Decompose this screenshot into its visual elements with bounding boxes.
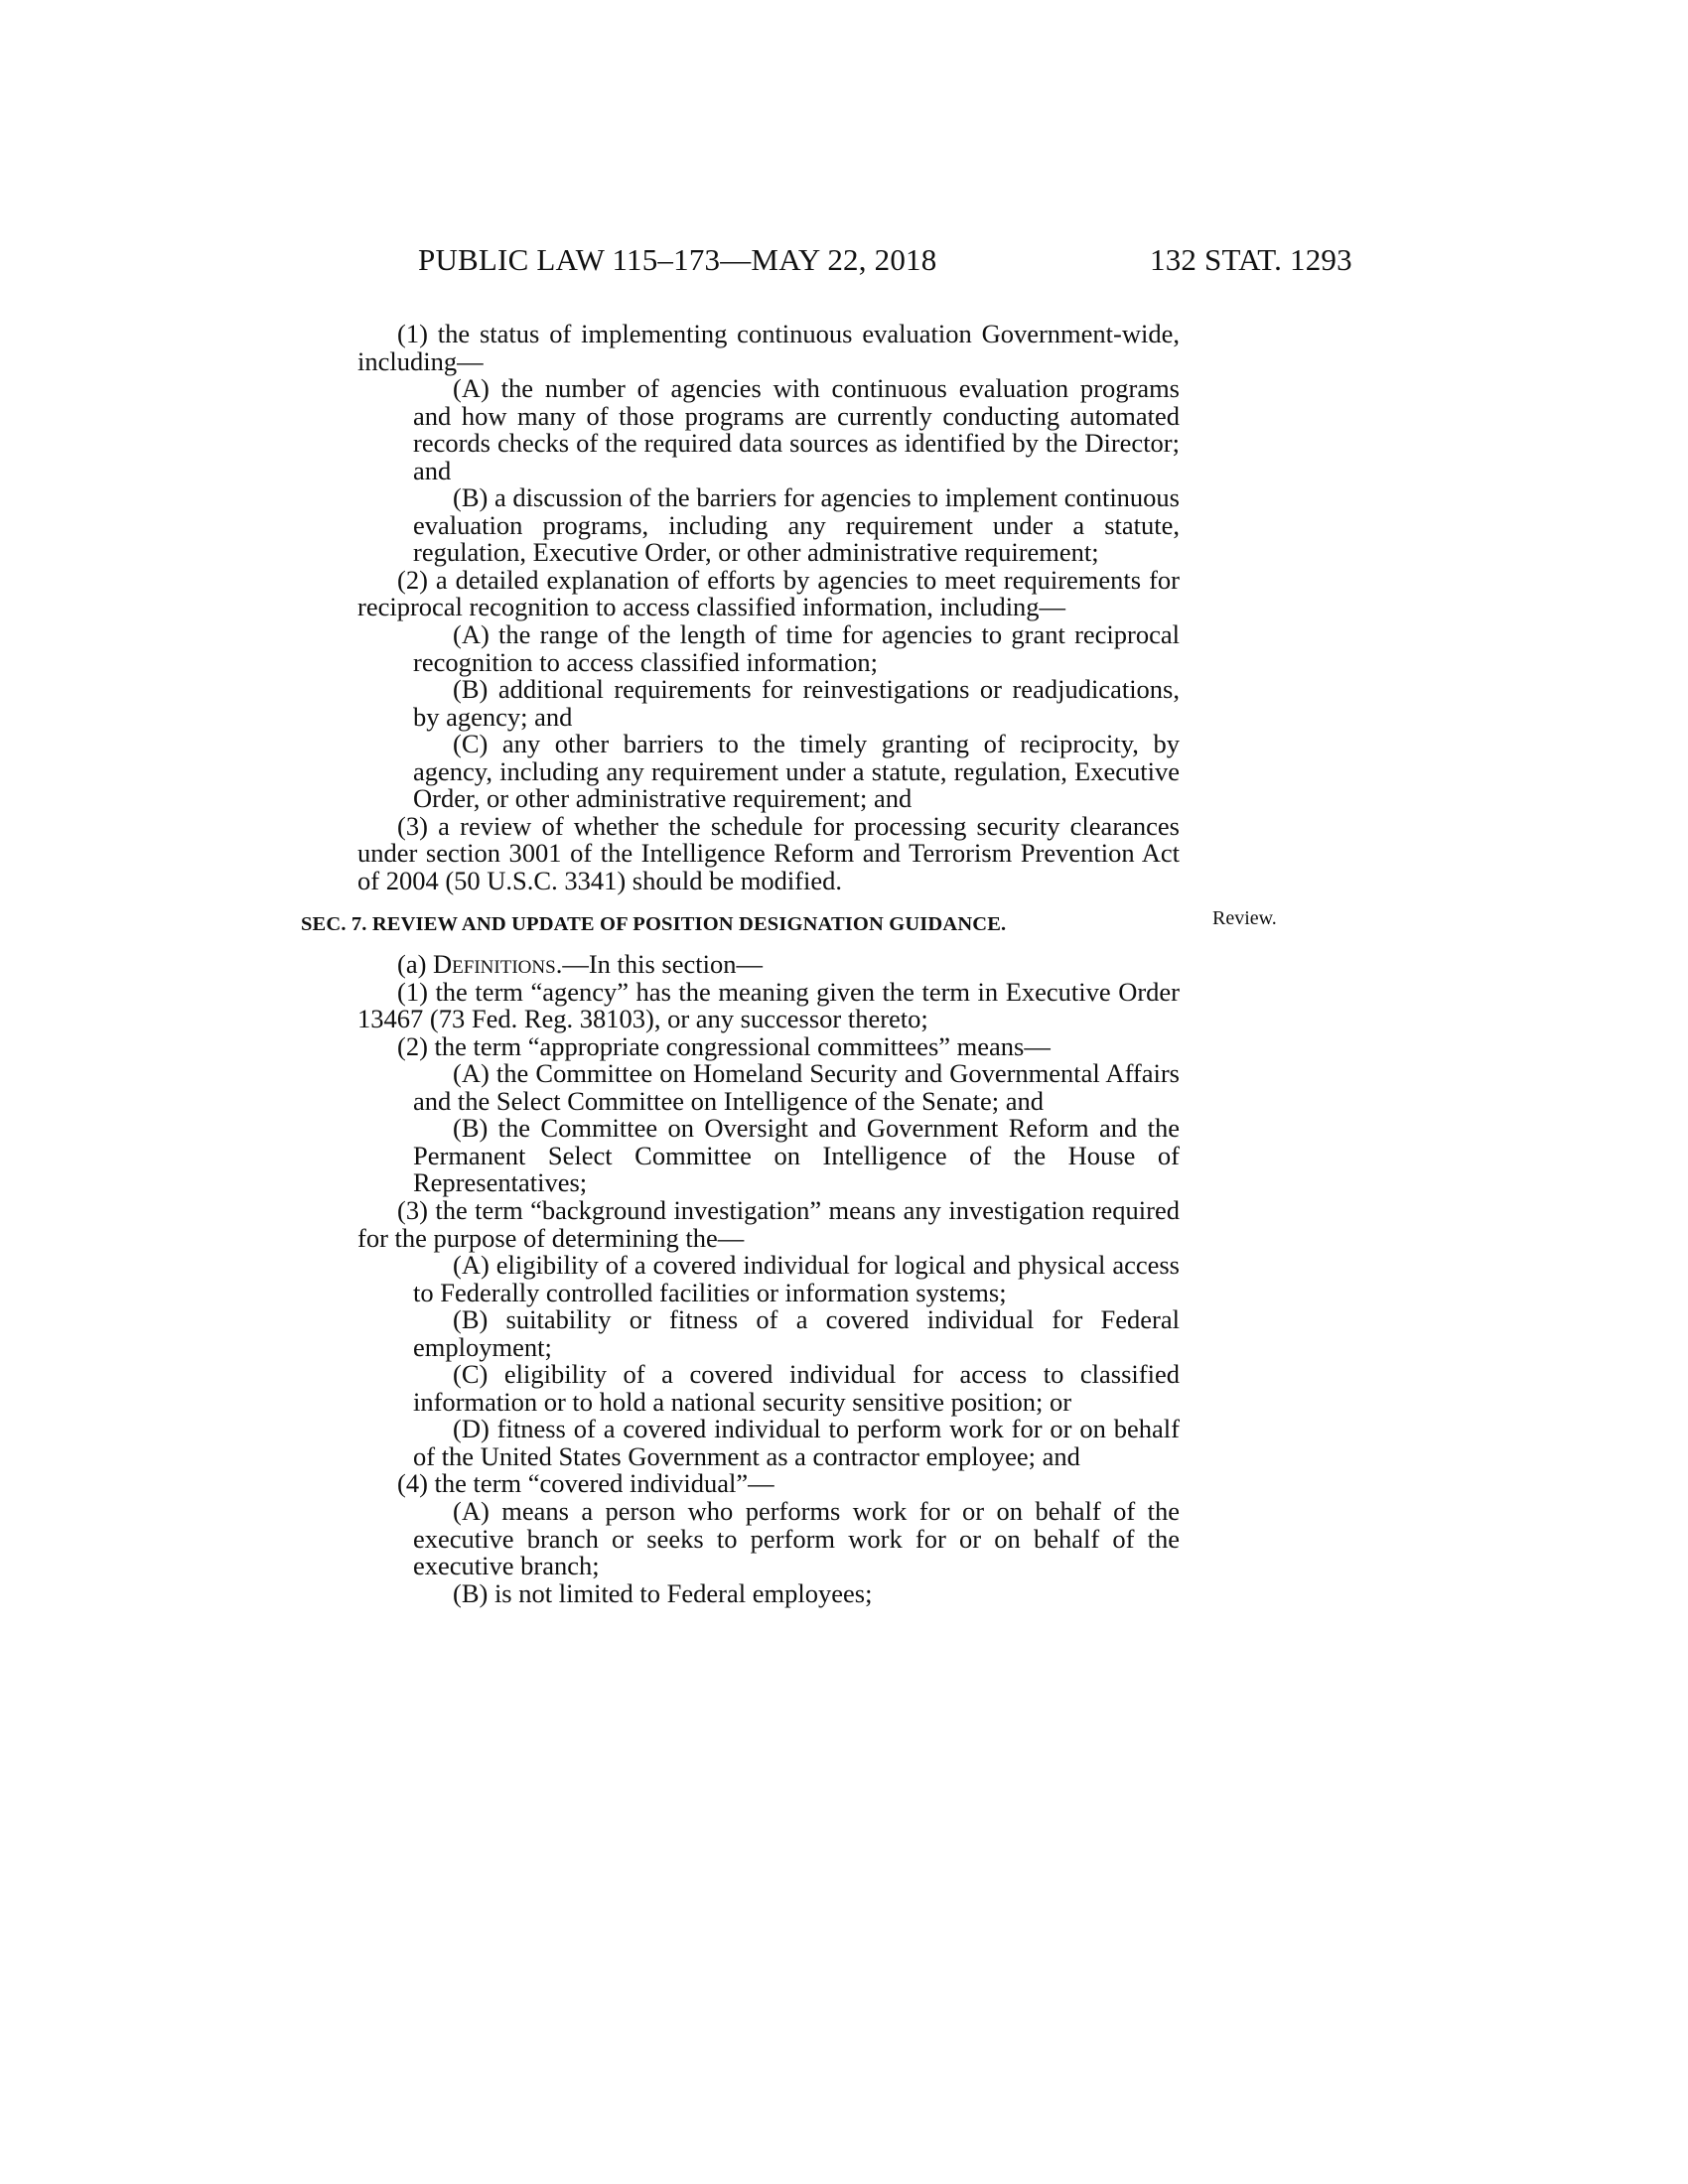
- subsection-a-definitions: [357, 951, 1180, 979]
- subsection-a-label: (a): [397, 949, 434, 980]
- paragraph-1-b: (B) a discussion of the barriers for agencies to implement continuous evaluation programs, including any requirement under a statute, regulation, Executive Order, or other administrative requirement;: [413, 482, 1180, 568]
- paragraph-1-a: (A) the number of agencies with continuous evaluation programs and how many of those programs are currently conducting automated records checks of the required data sources as identified by the Director; and: [413, 373, 1180, 485]
- definition-3: (3) the term “background investigation” means any investigation required for the purpose of determining the—: [357, 1194, 1180, 1253]
- definition-4-b: (B) is not limited to Federal employees;: [453, 1577, 873, 1608]
- document-body: [301, 319, 1180, 1608]
- definition-3-a: (A) eligibility of a covered individual for logical and physical access to Federally controlled facilities or information systems;: [413, 1250, 1180, 1307]
- margin-note-review: Review.: [1212, 907, 1277, 929]
- section-7-heading: SEC. 7. REVIEW AND UPDATE OF POSITION DESIGNATION GUIDANCE.: [301, 913, 1007, 936]
- definition-2-b: (B) the Committee on Oversight and Government Reform and the Permanent Select Committee on Intelligence of the House of Representatives;: [413, 1113, 1180, 1198]
- paragraph-1: (1) the status of implementing continuous evaluation Government-wide, including—: [357, 319, 1180, 376]
- definition-4-a: (A) means a person who performs work for or on behalf of the executive branch or seeks to perform work for or on behalf of the executive branch;: [413, 1495, 1180, 1581]
- paragraph-2: (2) a detailed explanation of efforts by agencies to meet requirements for reciprocal recognition to access classified information, including—: [357, 564, 1180, 622]
- subsection-a-lead: .—In this section—: [555, 949, 763, 980]
- paragraph-2-b: (B) additional requirements for reinvestigations or readjudications, by agency; and: [413, 674, 1180, 732]
- definition-4: (4) the term “covered individual”—: [397, 1468, 774, 1499]
- definition-1: (1) the term “agency” has the meaning given the term in Executive Order 13467 (73 Fed. Reg. 38103), or any successor thereto;: [357, 976, 1180, 1034]
- subsection-a-caption: Definitions: [433, 949, 556, 980]
- definition-2: (2) the term “appropriate congressional committees” means—: [397, 1030, 1051, 1061]
- paragraph-2-a: (A) the range of the length of time for agencies to grant reciprocal recognition to access classified information;: [413, 619, 1180, 677]
- law-title-header: PUBLIC LAW 115–173—MAY 22, 2018: [418, 242, 937, 277]
- paragraph-3: (3) a review of whether the schedule for processing security clearances under section 3001 of the Intelligence Reform and Terrorism Prevention Act of 2004 (50 U.S.C. 3341) should be modified.: [357, 810, 1180, 895]
- definition-3-d: (D) fitness of a covered individual to perform work for or on behalf of the United States Government as a contractor employee; and: [413, 1414, 1180, 1471]
- definition-3-c: (C) eligibility of a covered individual for access to classified information or to hold a national security sensitive position; or: [413, 1359, 1180, 1417]
- stat-citation-header: 132 STAT. 1293: [1150, 242, 1352, 277]
- paragraph-2-c: (C) any other barriers to the timely granting of reciprocity, by agency, including any requirement under a statute, regulation, Executive Order, or other administrative requirement; and: [413, 729, 1180, 814]
- definition-3-b: (B) suitability or fitness of a covered individual for Federal employment;: [413, 1304, 1180, 1362]
- definition-2-a: (A) the Committee on Homeland Security and Governmental Affairs and the Select Committee on Intelligence of the Senate; and: [413, 1058, 1180, 1116]
